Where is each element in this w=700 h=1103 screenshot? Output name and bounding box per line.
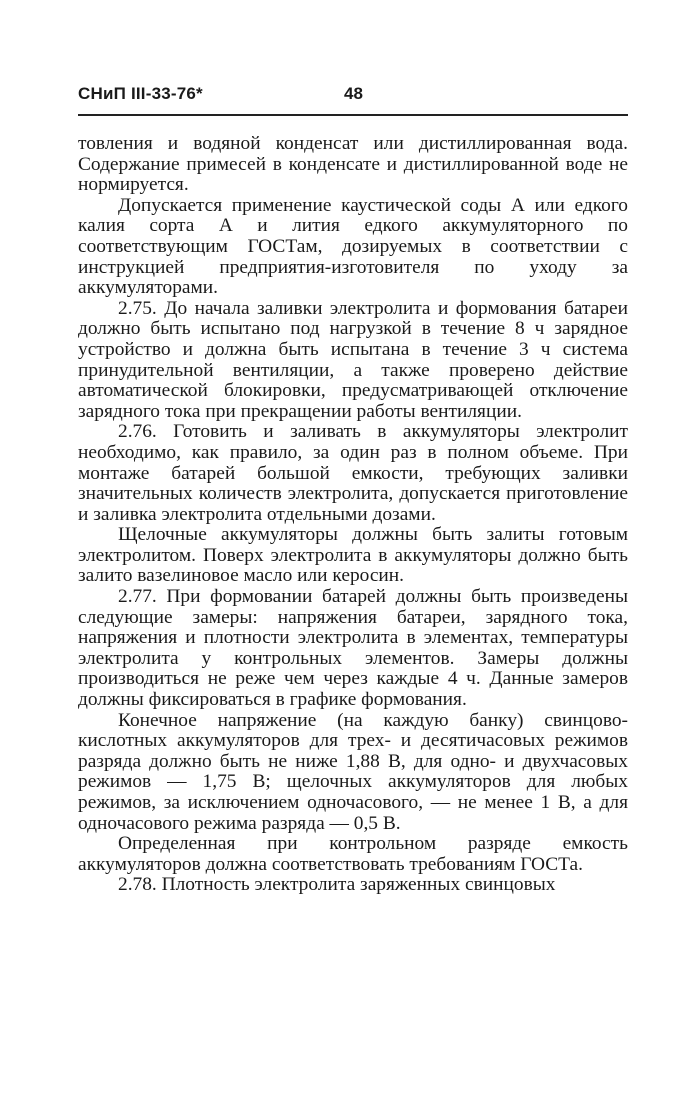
page-number: 48	[344, 84, 363, 103]
document-code: СНиП III-33-76*	[78, 84, 203, 103]
clause-2-77: 2.77. При формовании батарей должны быть произведены следующие замеры: напряжения батареи, зарядного тока, напряжения и плотности электролита в элементах, температуры электролита у контрольных элементов. Замеры должны производиться не реже чем через каждые 4 ч. Данные замеров должны фиксироваться в графике формования.	[78, 586, 628, 711]
running-header	[78, 84, 628, 114]
clause-2-78: 2.78. Плотность электролита заряженных свинцовых	[118, 874, 556, 896]
header-rule	[78, 114, 628, 116]
paragraph: Определенная при контрольном разряде емкость аккумуляторов должна соответствовать требованиям ГОСТа.	[78, 833, 628, 875]
paragraph: Конечное напряжение (на каждую банку) свинцово-кислотных аккумуляторов для трех- и десятичасовых режимов разряда должно быть не ниже 1,88 В, для одно- и двухчасовых режимов — 1,75 В; щелочных аккумуляторов для любых режимов, за исключением одночасового, — не менее 1 В, а для одночасового режима разряда — 0,5 В.	[78, 709, 628, 834]
paragraph: Щелочные аккумуляторы должны быть залиты готовым электролитом. Поверх электролита в аккумуляторы должно быть залито вазелиновое масло или керосин.	[78, 524, 628, 587]
paragraph: Допускается применение каустической соды А или едкого калия сорта А и лития едкого аккумуляторного по соответствующим ГОСТам, дозируемых в соответствии с инструкцией предприятия-изготовителя по уходу за аккумуляторами.	[78, 194, 628, 299]
clause-2-75: 2.75. До начала заливки электролита и формования батареи должно быть испытано под нагрузкой в течение 8 ч зарядное устройство и должна быть испытана в течение 3 ч система принудительной вентиляции, а также проверено действие автоматической блокировки, предусматривающей отключение зарядного тока при прекращении работы вентиляции.	[78, 297, 628, 422]
body-text	[78, 134, 628, 896]
clause-2-76: 2.76. Готовить и заливать в аккумуляторы электролит необходимо, как правило, за один раз в полном объеме. При монтаже батарей большой емкости, требующих заливки значительных количеств электролита, допускается приготовление и заливка электролита отдельными дозами.	[78, 421, 628, 525]
document-page	[78, 84, 628, 896]
paragraph-continuation: товления и водяной конденсат или дистиллированная вода. Содержание примесей в конденсате и дистиллированной воде не нормируется.	[78, 133, 628, 196]
